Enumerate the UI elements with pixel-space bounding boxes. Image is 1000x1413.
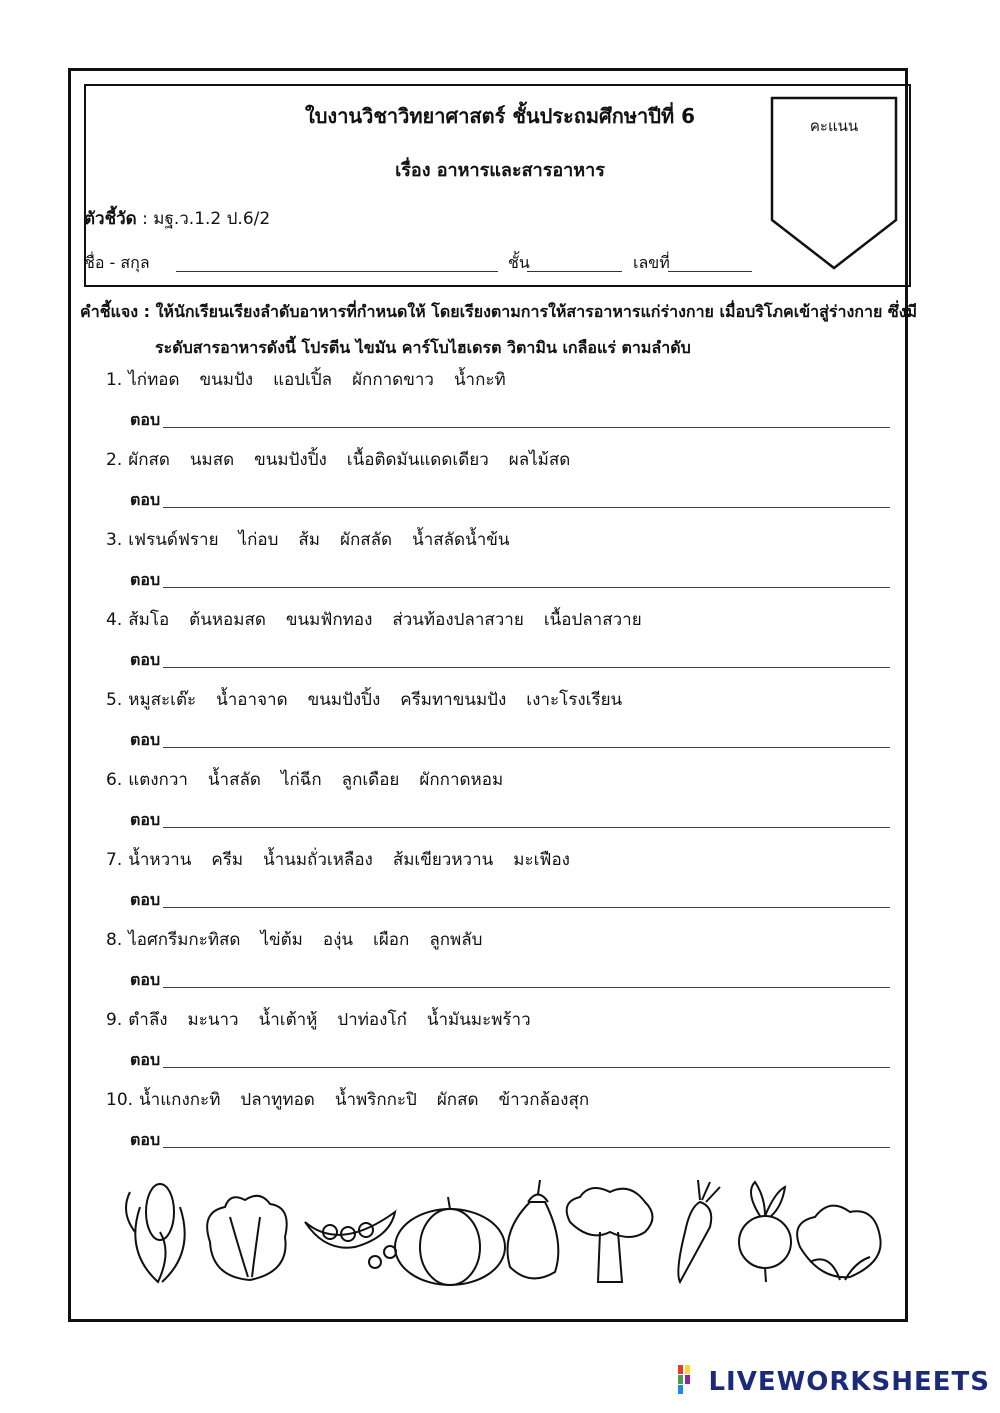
food-item: ผักกาดขาว <box>352 370 434 390</box>
food-item: ลูกพลับ <box>429 930 483 950</box>
food-item: ไก่อบ <box>238 530 279 550</box>
question-number: 10. <box>106 1090 134 1110</box>
food-item: ข้าวกล้องสุก <box>498 1090 590 1110</box>
question-number: 9. <box>106 1010 123 1030</box>
answer-field[interactable] <box>130 488 890 514</box>
answer-field[interactable] <box>130 728 890 754</box>
question-row <box>106 1086 609 1113</box>
radish-icon <box>739 1182 791 1282</box>
answer-field[interactable] <box>130 968 890 994</box>
question-number: 5. <box>106 690 123 710</box>
answer-line[interactable] <box>163 667 890 668</box>
food-item: ผักสด <box>436 1090 479 1110</box>
instructions-line-2: ระดับสารอาหารดังนี้ โปรตีน ไขมัน คาร์โบไฮเดรต วิตามิน เกลือแร่ ตามลำดับ <box>155 338 691 357</box>
food-item: ส่วนท้องปลาสวาย <box>392 610 524 630</box>
class-input-line[interactable] <box>527 271 622 272</box>
food-item: ขนมปังปิ้ง <box>307 690 381 710</box>
food-item: ผลไม้สด <box>508 450 571 470</box>
answer-label: ตอบ <box>130 570 161 589</box>
food-item: ครีมทาขนมปัง <box>400 690 507 710</box>
food-item: แอปเปิ้ล <box>273 370 333 390</box>
question-number: 8. <box>106 930 123 950</box>
answer-label: ตอบ <box>130 1130 161 1149</box>
food-item: ผักสด <box>128 450 170 470</box>
eggplant-icon <box>508 1180 559 1278</box>
name-label: ชื่อ - สกุล <box>84 253 150 272</box>
food-item: น้ำสลัดน้ำข้น <box>412 530 510 550</box>
liveworksheets-logo-icon <box>676 1363 698 1397</box>
food-item: มะเฟือง <box>513 850 570 870</box>
answer-label: ตอบ <box>130 810 161 829</box>
question-row <box>106 926 502 953</box>
worksheet-title: ใบงานวิชาวิทยาศาสตร์ ชั้นประถมศึกษาปีที่ 6 <box>304 104 696 128</box>
answer-label: ตอบ <box>130 730 161 749</box>
worksheet-subtitle: เรื่อง อาหารและสารอาหาร <box>395 160 605 181</box>
food-item: ขนมปังปิ้ง <box>254 450 327 470</box>
answer-field[interactable] <box>130 648 890 674</box>
class-label: ชั้น <box>508 253 530 272</box>
food-item: ผักกาดหอม <box>419 770 504 790</box>
vegetable-illustrations <box>120 1172 900 1292</box>
food-item: แตงกวา <box>128 770 188 790</box>
food-item: เฟรนด์ฟราย <box>128 530 219 550</box>
answer-label: ตอบ <box>130 970 161 989</box>
indicator <box>84 205 270 232</box>
question-row <box>106 766 523 793</box>
question-row <box>106 366 526 393</box>
answer-line[interactable] <box>163 1147 890 1148</box>
question-row <box>106 446 590 473</box>
question-number: 1. <box>106 370 123 390</box>
indicator-label: ตัวชี้วัด <box>84 209 137 229</box>
food-item: ปลาทูทอด <box>240 1090 315 1110</box>
food-item: ครีม <box>211 850 244 870</box>
question-number: 7. <box>106 850 123 870</box>
question-row <box>106 526 530 553</box>
answer-field[interactable] <box>130 888 890 914</box>
food-item: หมูสะเต๊ะ <box>128 690 197 710</box>
number-label: เลขที่ <box>633 253 670 272</box>
question-number: 3. <box>106 530 123 550</box>
liveworksheets-brand[interactable]: LIVEWORKSHEETS <box>708 1367 990 1397</box>
food-item: เนื้อติดมันแดดเดียว <box>346 450 489 470</box>
answer-label: ตอบ <box>130 490 161 509</box>
food-item: ขนมปัง <box>199 370 254 390</box>
food-item: น้ำพริกกะปิ <box>334 1090 417 1110</box>
score-label: คะแนน <box>809 117 859 135</box>
food-item: ส้มโอ <box>128 610 170 630</box>
answer-label: ตอบ <box>130 650 161 669</box>
food-item: มะนาว <box>187 1010 239 1030</box>
broccoli-icon <box>567 1188 653 1282</box>
answer-line[interactable] <box>163 747 890 748</box>
answer-line[interactable] <box>163 987 890 988</box>
food-item: ไข่ต้ม <box>260 930 303 950</box>
food-item: ไก่ฉีก <box>280 770 322 790</box>
question-number: 4. <box>106 610 123 630</box>
answer-line[interactable] <box>163 507 890 508</box>
question-row <box>106 1006 551 1033</box>
food-item: น้ำแกงกะทิ <box>139 1090 221 1110</box>
number-input-line[interactable] <box>668 271 752 272</box>
answer-line[interactable] <box>163 827 890 828</box>
indicator-value: : มฐ.ว.1.2 ป.6/2 <box>136 209 271 229</box>
food-item: น้ำอาจาด <box>216 690 288 710</box>
food-item: ส้ม <box>298 530 320 550</box>
food-item: ลูกเดือย <box>341 770 400 790</box>
cauliflower-icon <box>797 1206 880 1280</box>
food-item: เงาะโรงเรียน <box>526 690 623 710</box>
lettuce-icon <box>207 1196 287 1280</box>
food-item: องุ่น <box>322 930 354 950</box>
answer-label: ตอบ <box>130 890 161 909</box>
food-item: นมสด <box>189 450 235 470</box>
food-item: น้ำสลัด <box>207 770 261 790</box>
answer-field[interactable] <box>130 408 890 434</box>
pumpkin-icon <box>395 1197 505 1285</box>
student-info-row <box>84 251 764 275</box>
answer-line[interactable] <box>163 587 890 588</box>
instructions-line-1: คำชี้แจง : ให้นักเรียนเรียงลำดับอาหารที่กำหนดให้ โดยเรียงตามการให้สารอาหารแก่ร่างกาย เมื่อบริโภคเข้าสู่ร่างกาย ซึ่งมี <box>80 302 918 321</box>
food-item: น้ำเต้าหู้ <box>258 1010 318 1030</box>
pea-pod-icon <box>305 1212 396 1268</box>
food-item: น้ำหวาน <box>128 850 192 870</box>
food-item: เผือก <box>373 930 410 950</box>
answer-line[interactable] <box>163 1067 890 1068</box>
question-row <box>106 846 590 873</box>
answer-field[interactable] <box>130 808 890 834</box>
answer-label: ตอบ <box>130 410 161 429</box>
food-item: ไอศกรีมกะทิสด <box>128 930 241 950</box>
food-item: ปาท่องโก๋ <box>337 1010 407 1030</box>
answer-field[interactable] <box>130 568 890 594</box>
food-item: ไก่ทอด <box>128 370 180 390</box>
food-item: ต้นหอมสด <box>189 610 266 630</box>
question-row <box>106 686 642 713</box>
answer-field[interactable] <box>130 1048 890 1074</box>
food-item: ส้มเขียวหวาน <box>392 850 494 870</box>
question-row <box>106 606 662 633</box>
food-item: ผักสลัด <box>339 530 393 550</box>
question-number: 2. <box>106 450 123 470</box>
answer-field[interactable] <box>130 1128 890 1154</box>
food-item: น้ำมันมะพร้าว <box>426 1010 531 1030</box>
food-item: น้ำกะทิ <box>453 370 506 390</box>
corn-icon <box>126 1184 185 1282</box>
food-item: เนื้อปลาสวาย <box>543 610 642 630</box>
answer-line[interactable] <box>163 427 890 428</box>
question-number: 6. <box>106 770 123 790</box>
answer-label: ตอบ <box>130 1050 161 1069</box>
food-item: ตำลึง <box>128 1010 168 1030</box>
food-item: ขนมฟักทอง <box>285 610 373 630</box>
answer-line[interactable] <box>163 907 890 908</box>
food-item: น้ำนมถั่วเหลือง <box>263 850 373 870</box>
carrot-icon <box>678 1180 720 1282</box>
name-input-line[interactable] <box>176 271 498 272</box>
